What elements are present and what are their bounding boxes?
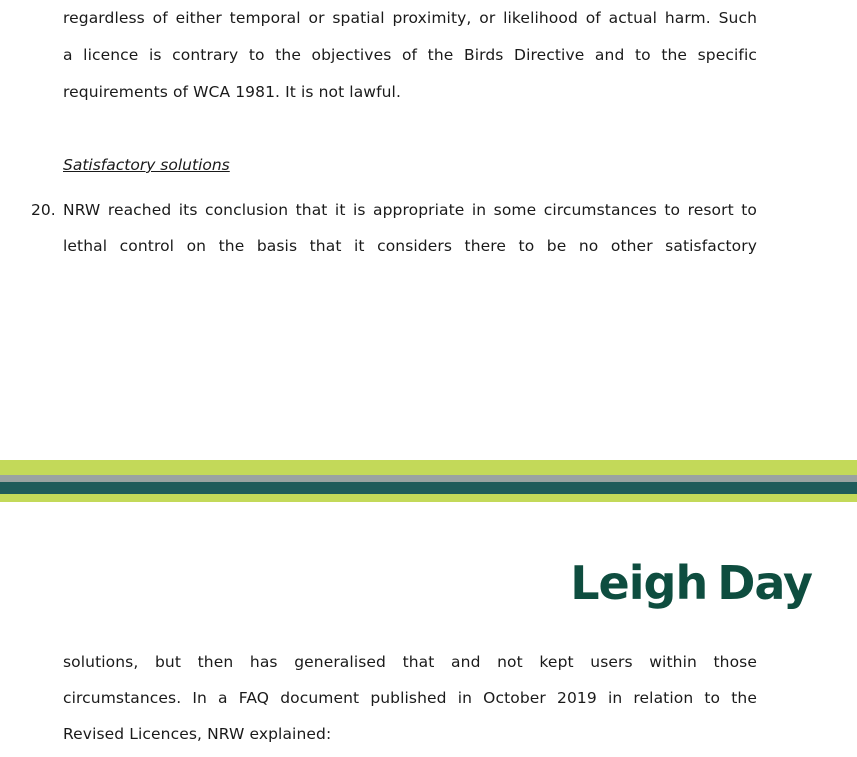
footer-band-grey: [0, 475, 857, 482]
section-heading: Satisfactory solutions: [63, 156, 230, 174]
body-line: a licence is contrary to the objectives of the Birds Directive and to the specific: [63, 46, 757, 64]
body-line: regardless of either temporal or spatial proximity, or likelihood of actual harm. Such: [63, 9, 757, 27]
footer-band-lime: [0, 460, 857, 475]
leigh-day-logo: [570, 555, 812, 611]
footer-band-teal: [0, 482, 857, 494]
footer-band-lime-bottom: [0, 494, 857, 502]
logo-word: Day: [717, 556, 812, 610]
body-line: circumstances. In a FAQ document published in October 2019 in relation to the: [63, 689, 757, 707]
logo-word: Leigh: [570, 556, 708, 610]
paragraph-number: 20.: [31, 201, 56, 219]
body-line: solutions, but then has generalised that and not kept users within those: [63, 653, 757, 671]
body-line: requirements of WCA 1981. It is not lawful.: [63, 83, 401, 101]
body-line: lethal control on the basis that it considers there to be no other satisfactory: [63, 237, 757, 255]
body-line: Revised Licences, NRW explained:: [63, 725, 332, 743]
body-line: NRW reached its conclusion that it is appropriate in some circumstances to resort to: [63, 201, 757, 219]
